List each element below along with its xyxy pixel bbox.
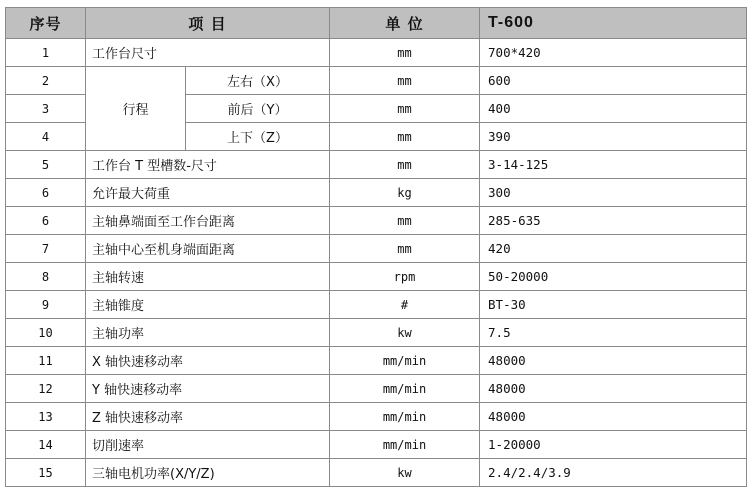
row-unit: kw (330, 459, 480, 487)
row-item: 允许最大荷重 (86, 179, 330, 207)
row-value: 600 (480, 67, 747, 95)
row-seq: 11 (6, 347, 86, 375)
row-unit: mm (330, 151, 480, 179)
row-value: 7.5 (480, 319, 747, 347)
row-item: 工作台尺寸 (86, 39, 330, 67)
row-item: 主轴功率 (86, 319, 330, 347)
row-seq: 5 (6, 151, 86, 179)
header-unit: 单 位 (330, 8, 480, 39)
row-seq: 15 (6, 459, 86, 487)
row-seq: 6 (6, 207, 86, 235)
row-seq: 4 (6, 123, 86, 151)
row-value: 48000 (480, 403, 747, 431)
header-model: T-600 (480, 8, 747, 39)
row-unit: kg (330, 179, 480, 207)
spec-table (5, 7, 747, 487)
table-row (6, 151, 747, 179)
row-unit: mm/min (330, 375, 480, 403)
row-seq: 2 (6, 67, 86, 95)
table-row (6, 235, 747, 263)
row-value: 300 (480, 179, 747, 207)
row-unit: mm/min (330, 431, 480, 459)
row-seq: 6 (6, 179, 86, 207)
row-item: Y 轴快速移动率 (86, 375, 330, 403)
row-unit: mm (330, 123, 480, 151)
row-seq: 12 (6, 375, 86, 403)
row-item: 主轴转速 (86, 263, 330, 291)
table-row (6, 319, 747, 347)
row-item: Z 轴快速移动率 (86, 403, 330, 431)
header-row (6, 8, 747, 39)
table-row (6, 403, 747, 431)
row-value: 2.4/2.4/3.9 (480, 459, 747, 487)
row-unit: mm (330, 235, 480, 263)
row-value: 50-20000 (480, 263, 747, 291)
table-row (6, 179, 747, 207)
row-item: X 轴快速移动率 (86, 347, 330, 375)
table-row (6, 459, 747, 487)
row-value: 3-14-125 (480, 151, 747, 179)
row-seq: 9 (6, 291, 86, 319)
table-row (6, 291, 747, 319)
row-seq: 8 (6, 263, 86, 291)
row-seq: 14 (6, 431, 86, 459)
row-unit: kw (330, 319, 480, 347)
row-value: 1-20000 (480, 431, 747, 459)
row-sub-item: 左右（X） (186, 67, 330, 95)
row-group-stroke: 行程 (86, 67, 186, 151)
row-unit: # (330, 291, 480, 319)
table-row (6, 431, 747, 459)
table-row (6, 347, 747, 375)
row-seq: 13 (6, 403, 86, 431)
table-row (6, 263, 747, 291)
header-seq: 序号 (6, 8, 86, 39)
row-unit: mm/min (330, 347, 480, 375)
row-value: 48000 (480, 347, 747, 375)
row-unit: rpm (330, 263, 480, 291)
row-seq: 3 (6, 95, 86, 123)
row-unit: mm/min (330, 403, 480, 431)
table-row (6, 207, 747, 235)
row-value: 390 (480, 123, 747, 151)
row-value: 400 (480, 95, 747, 123)
row-item: 三轴电机功率(X/Y/Z) (86, 459, 330, 487)
row-unit: mm (330, 39, 480, 67)
row-unit: mm (330, 207, 480, 235)
row-seq: 10 (6, 319, 86, 347)
row-unit: mm (330, 95, 480, 123)
row-value: 420 (480, 235, 747, 263)
table-row (6, 67, 747, 95)
row-item: 切削速率 (86, 431, 330, 459)
row-item: 主轴鼻端面至工作台距离 (86, 207, 330, 235)
row-seq: 7 (6, 235, 86, 263)
row-item: 主轴中心至机身端面距离 (86, 235, 330, 263)
header-item: 项 目 (86, 8, 330, 39)
row-value: BT-30 (480, 291, 747, 319)
table-row (6, 375, 747, 403)
row-unit: mm (330, 67, 480, 95)
row-item: 主轴锥度 (86, 291, 330, 319)
row-value: 285-635 (480, 207, 747, 235)
table-row (6, 39, 747, 67)
row-value: 700*420 (480, 39, 747, 67)
row-value: 48000 (480, 375, 747, 403)
row-seq: 1 (6, 39, 86, 67)
row-sub-item: 上下（Z） (186, 123, 330, 151)
row-sub-item: 前后（Y） (186, 95, 330, 123)
row-item: 工作台 T 型槽数-尺寸 (86, 151, 330, 179)
